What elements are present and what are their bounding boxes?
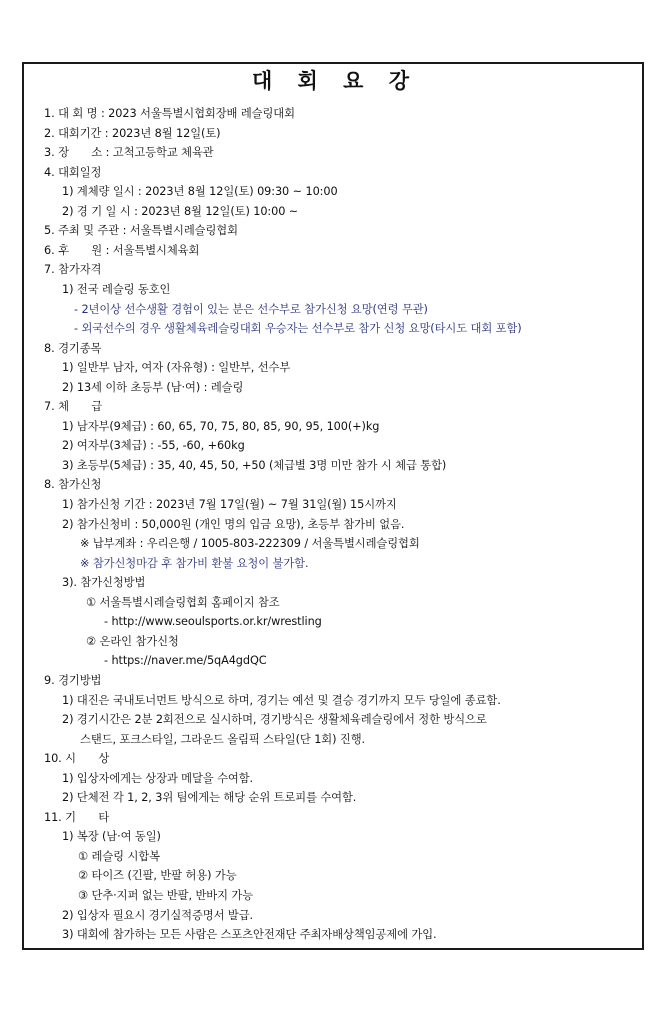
body-line: 2) 경 기 일 시 : 2023년 8월 12일(토) 10:00 ~ (62, 204, 299, 218)
body-line: 1) 대진은 국내토너먼트 방식으로 하며, 경기는 예선 및 결승 경기까지 모두 당일에 종료함. (62, 693, 501, 707)
body-line: 1) 일반부 남자, 여자 (자유형) : 일반부, 선수부 (62, 361, 291, 375)
body-line: 6. 후 원 : 서울특별시체육회 (44, 243, 200, 257)
body-line: 2) 입상자 필요시 경기실적증명서 발급. (62, 908, 254, 922)
body-line: 2. 대회기간 : 2023년 8월 12일(토) (44, 126, 221, 140)
body-line: 2) 단체전 각 1, 2, 3위 팀에게는 해당 순위 트로피를 수여함. (62, 791, 357, 805)
body-line: 2) 13세 이하 초등부 (남·여) : 레슬링 (62, 380, 244, 394)
body-line: 스탠드, 포크스타일, 그라운드 올림픽 스타일(단 1회) 진행. (80, 732, 366, 746)
body-line: 8. 경기종목 (44, 341, 102, 355)
body-line: ① 서울특별시레슬링협회 홈페이지 참조 (86, 595, 280, 609)
body-line: 2) 경기시간은 2분 2회전으로 실시하며, 경기방식은 생활체육레슬링에서 정한 방식으로 (62, 713, 487, 727)
body-line: 4. 대회일정 (44, 165, 102, 179)
body-line: ① 레슬링 시합복 (78, 849, 160, 863)
page-title: 대 회 요 강 (251, 69, 419, 93)
body-line: - https://naver.me/5qA4gdQC (104, 654, 267, 668)
body-line: 9. 경기방법 (44, 673, 102, 687)
body-line: 7. 참가자격 (44, 263, 102, 277)
body-line: ② 타이즈 (긴팔, 반팔 허용) 가능 (78, 869, 237, 883)
body-line: 5. 주최 및 주관 : 서울특별시레슬링협회 (44, 224, 238, 238)
body-line: - http://www.seoulsports.or.kr/wrestling (104, 615, 322, 629)
body-line: 1) 계체량 일시 : 2023년 8월 12일(토) 09:30 ~ 10:00 (62, 185, 338, 199)
body-line: 10. 시 상 (44, 752, 110, 766)
body-line: 11. 기 타 (44, 810, 110, 824)
body-line: 1) 참가신청 기간 : 2023년 7월 17일(월) ~ 7월 31일(월) 15시까지 (62, 498, 397, 511)
body-line: ※ 납부계좌 : 우리은행 / 1005-803-222309 / 서울특별시레슬링협회 (80, 537, 420, 551)
body-line: ③ 단추·지퍼 없는 반팔, 반바지 가능 (78, 889, 254, 902)
body-line: 1) 남자부(9체급) : 60, 65, 70, 75, 80, 85, 90, 95, 100(+)kg (62, 419, 380, 433)
body-line: 1) 복장 (남·여 동일) (62, 830, 161, 844)
body-line: 2) 참가신청비 : 50,000원 (개인 명의 입금 요망), 초등부 참가비 없음. (62, 517, 405, 531)
body-line: 2) 여자부(3체급) : -55, -60, +60kg (62, 439, 245, 453)
body-line: ※ 참가신청마감 후 참가비 환불 요청이 불가함. (80, 556, 309, 570)
body-line: 1) 입상자에게는 상장과 메달을 수여함. (62, 771, 254, 785)
body-line: 3) 초등부(5체급) : 35, 40, 45, 50, +50 (체급별 3명 미만 참가 시 체급 통합) (62, 458, 447, 472)
body-line: 3) 대회에 참가하는 모든 사람은 스포츠안전재단 주최자배상책임공제에 가입. (62, 928, 437, 942)
body-line: ② 온라인 참가신청 (86, 634, 179, 648)
body-line: 8. 참가신청 (44, 478, 102, 492)
body-line: 1. 대 회 명 : 2023 서울특별시협회장배 레슬링대회 (44, 107, 295, 120)
body-line: 3). 참가신청방법 (62, 576, 146, 590)
body-line: 7. 체 급 (44, 400, 103, 414)
body-line: - 외국선수의 경우 생활체육레슬링대회 우승자는 선수부로 참가 신청 요망(타시도 대회 포함) (74, 322, 522, 336)
body-line: 3. 장 소 : 고척고등학교 체육관 (44, 146, 214, 160)
body-line: - 2년이상 선수생활 경험이 있는 분은 선수부로 참가신청 요망(연령 무관) (74, 302, 428, 316)
body-line: 1) 전국 레슬링 동호인 (62, 282, 171, 296)
